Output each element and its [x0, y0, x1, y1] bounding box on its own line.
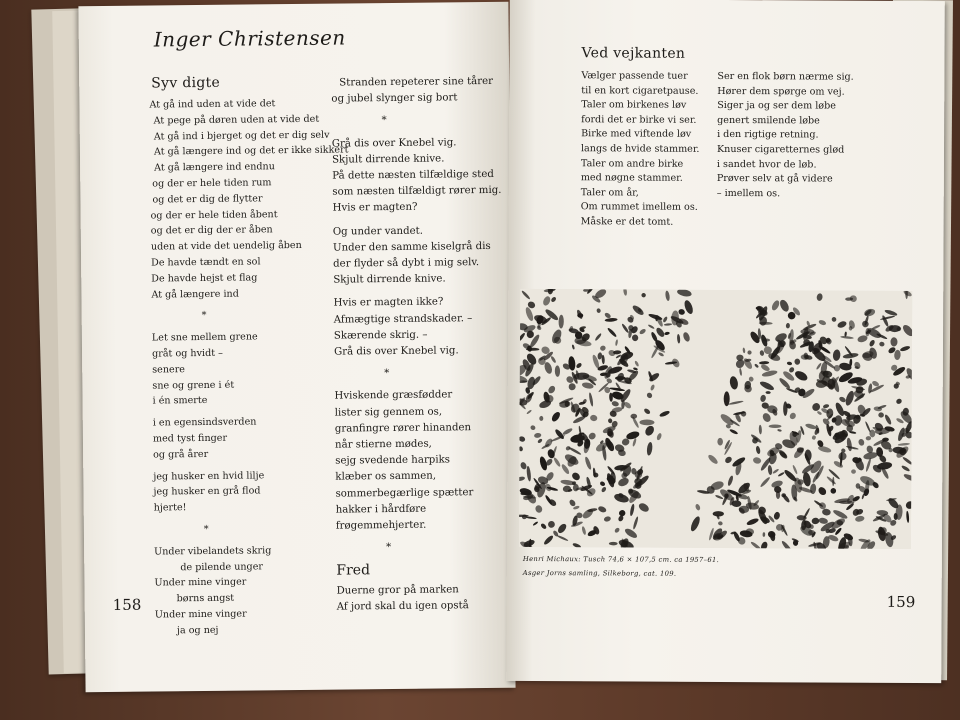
poem-line: At gå længere ind — [151, 288, 239, 301]
poem-line: Afmægtige strandskader. – — [333, 312, 473, 326]
poem-line: Vælger passende tuer — [581, 70, 688, 82]
poem-column-1 — [149, 95, 353, 639]
poem-line: og det er dig der er åben — [150, 224, 273, 237]
poem-line: jeg husker en grå flod — [153, 485, 261, 498]
stanza-separator: * — [386, 542, 392, 554]
poem-line: sne og grene i ét — [152, 379, 235, 392]
poem-line: med tyst finger — [152, 432, 228, 445]
poem-line: Hører dem spørge om vej. — [717, 85, 845, 98]
poem-line: Ser en flok børn nærme sig. — [717, 70, 854, 83]
poem-line: – imellem os. — [716, 187, 781, 200]
poem-line: klæber os sammen, — [335, 471, 437, 484]
poem-line: når stierne mødes, — [334, 438, 432, 451]
poem-line: Knuser cigaretternes glød — [716, 143, 845, 156]
poem-line: Hviskende græsfødder — [334, 389, 453, 403]
poem-line: og grå årer — [153, 448, 209, 461]
artwork-caption-line-2: Asger Jorns samling, Silkeborg, cat. 109. — [522, 568, 677, 578]
poem-line: fordi det er birke vi ser. — [581, 114, 697, 126]
poem-line: ja og nej — [176, 624, 219, 636]
poem-line: At gå ind i bjerget og det er dig selv — [153, 129, 330, 143]
poem-line: og jubel slynger sig bort — [331, 92, 458, 105]
poem-line: som næsten tilfældigt rører mig. — [332, 185, 502, 198]
poem-title-syv-digte: Syv digte — [151, 74, 221, 92]
poem-line: og det er dig de flytter — [152, 193, 263, 206]
poem-line: Måske er det tomt. — [580, 216, 674, 228]
page-number-right: 159 — [886, 592, 916, 611]
poem-line: hjerte! — [153, 502, 187, 514]
poem-line: gråt og hvidt – — [152, 347, 223, 360]
poem-line: Skærende skrig. – — [333, 329, 428, 342]
poem-line: Grå dis over Knebel vig. — [333, 345, 459, 358]
poem-line: de pilende unger — [180, 560, 263, 573]
stanza-separator: * — [203, 523, 209, 535]
poem-line: til en kort cigaretpause. — [581, 84, 699, 97]
poem-line: Grå dis over Knebel vig. — [331, 136, 457, 150]
poem-line: Under mine vinger — [154, 576, 247, 589]
ink-artwork — [519, 289, 912, 549]
poem-line: Og under vandet. — [332, 225, 424, 238]
poem-line: uden at vide det uendelig åben — [150, 240, 302, 253]
poem-line: Om rummet imellem os. — [580, 201, 698, 214]
stanza-separator: * — [381, 115, 387, 127]
poem-line: Af jord skal du igen opstå — [336, 600, 469, 613]
poem-title-fred: Fred — [336, 562, 371, 580]
poem-line: Hvis er magten ikke? — [333, 296, 444, 310]
poem-line: i én smerte — [152, 395, 208, 407]
poem-title-ved-vejkanten: Ved vejkanten — [581, 45, 686, 62]
poem-line: Siger ja og ser dem løbe — [717, 100, 836, 112]
poem-line: jeg husker en hvid lilje — [153, 469, 265, 483]
poem-line: Skjult dirrende knive. — [331, 153, 445, 166]
poem-line: granfingre rører hinanden — [334, 422, 472, 435]
right-page — [506, 0, 945, 683]
poem-line: lister sig gennem os, — [334, 406, 443, 419]
poem-line: Duerne gror på marken — [336, 584, 459, 597]
poem-line: Under den samme kiselgrå dis — [332, 240, 491, 254]
poem-line: senere — [152, 363, 186, 376]
poem-line: og der er hele tiden rum — [152, 177, 272, 190]
poem-line: Under vibelandets skrig — [154, 544, 272, 558]
ink-mark — [797, 447, 804, 453]
poem-line: i den rigtige retning. — [717, 129, 819, 141]
author-name: Inger Christensen — [153, 25, 346, 52]
poem-line: sejg svedende harpiks — [335, 454, 451, 467]
page-number-left: 158 — [112, 595, 142, 614]
poem-line: og der er hele tiden åbent — [150, 208, 278, 222]
poem-line: børns angst — [176, 592, 235, 605]
poem-line: i sandet hvor de løb. — [716, 158, 817, 171]
poem-line: Let sne mellem grene — [151, 331, 258, 344]
stanza-separator: * — [201, 310, 207, 322]
poem-line: De havde tændt en sol — [151, 256, 261, 269]
poem-line: Stranden repeterer sine tårer — [339, 75, 494, 89]
poem-line: Taler om andre birke — [580, 157, 684, 170]
poem-line: med nøgne stammer. — [580, 172, 683, 184]
poem-line: At gå ind uden at vide det — [149, 98, 276, 111]
poem-line: frøgemmehjerter. — [335, 519, 427, 532]
poem-line: der flyder så dybt i mig selv. — [333, 257, 480, 270]
poem-line: Under mine vinger — [154, 608, 247, 621]
poem-line: genert smilende løbe — [717, 114, 820, 127]
poem-line: Skjult dirrende knive. — [333, 273, 446, 286]
poem-line: Prøver selv at gå videre — [716, 173, 833, 185]
poem-line: hakker i hårdføre — [335, 503, 427, 516]
right-poem-column-1 — [581, 69, 700, 230]
poem-line: De havde hejst et flag — [151, 272, 258, 285]
poem-line: Taler om år, — [580, 186, 639, 199]
left-page — [78, 2, 515, 692]
right-poem-column-2 — [717, 70, 854, 202]
poem-line: Birke med viftende løv — [581, 128, 692, 141]
poem-line: langs de hvide stammer. — [580, 143, 700, 155]
poem-line: At gå længere ind og det er ikke sikkert — [153, 144, 349, 158]
poem-line: Hvis er magten? — [332, 202, 418, 215]
poem-line: På dette næsten tilfældige sted — [332, 168, 494, 182]
poem-line: sommerbegærlige spætter — [335, 486, 474, 500]
poem-line: At gå længere ind endnu — [154, 161, 275, 174]
poem-line: i en egensindsverden — [152, 416, 257, 429]
stanza-separator: * — [384, 368, 390, 380]
poem-line: Taler om birkenes løv — [581, 99, 687, 111]
poem-line: At pege på døren uden at vide det — [153, 113, 320, 127]
poem-column-2 — [331, 74, 506, 616]
artwork-caption-line-1: Henri Michaux: Tusch 74,6 × 107,5 cm. ca 1957–61. — [522, 554, 720, 564]
